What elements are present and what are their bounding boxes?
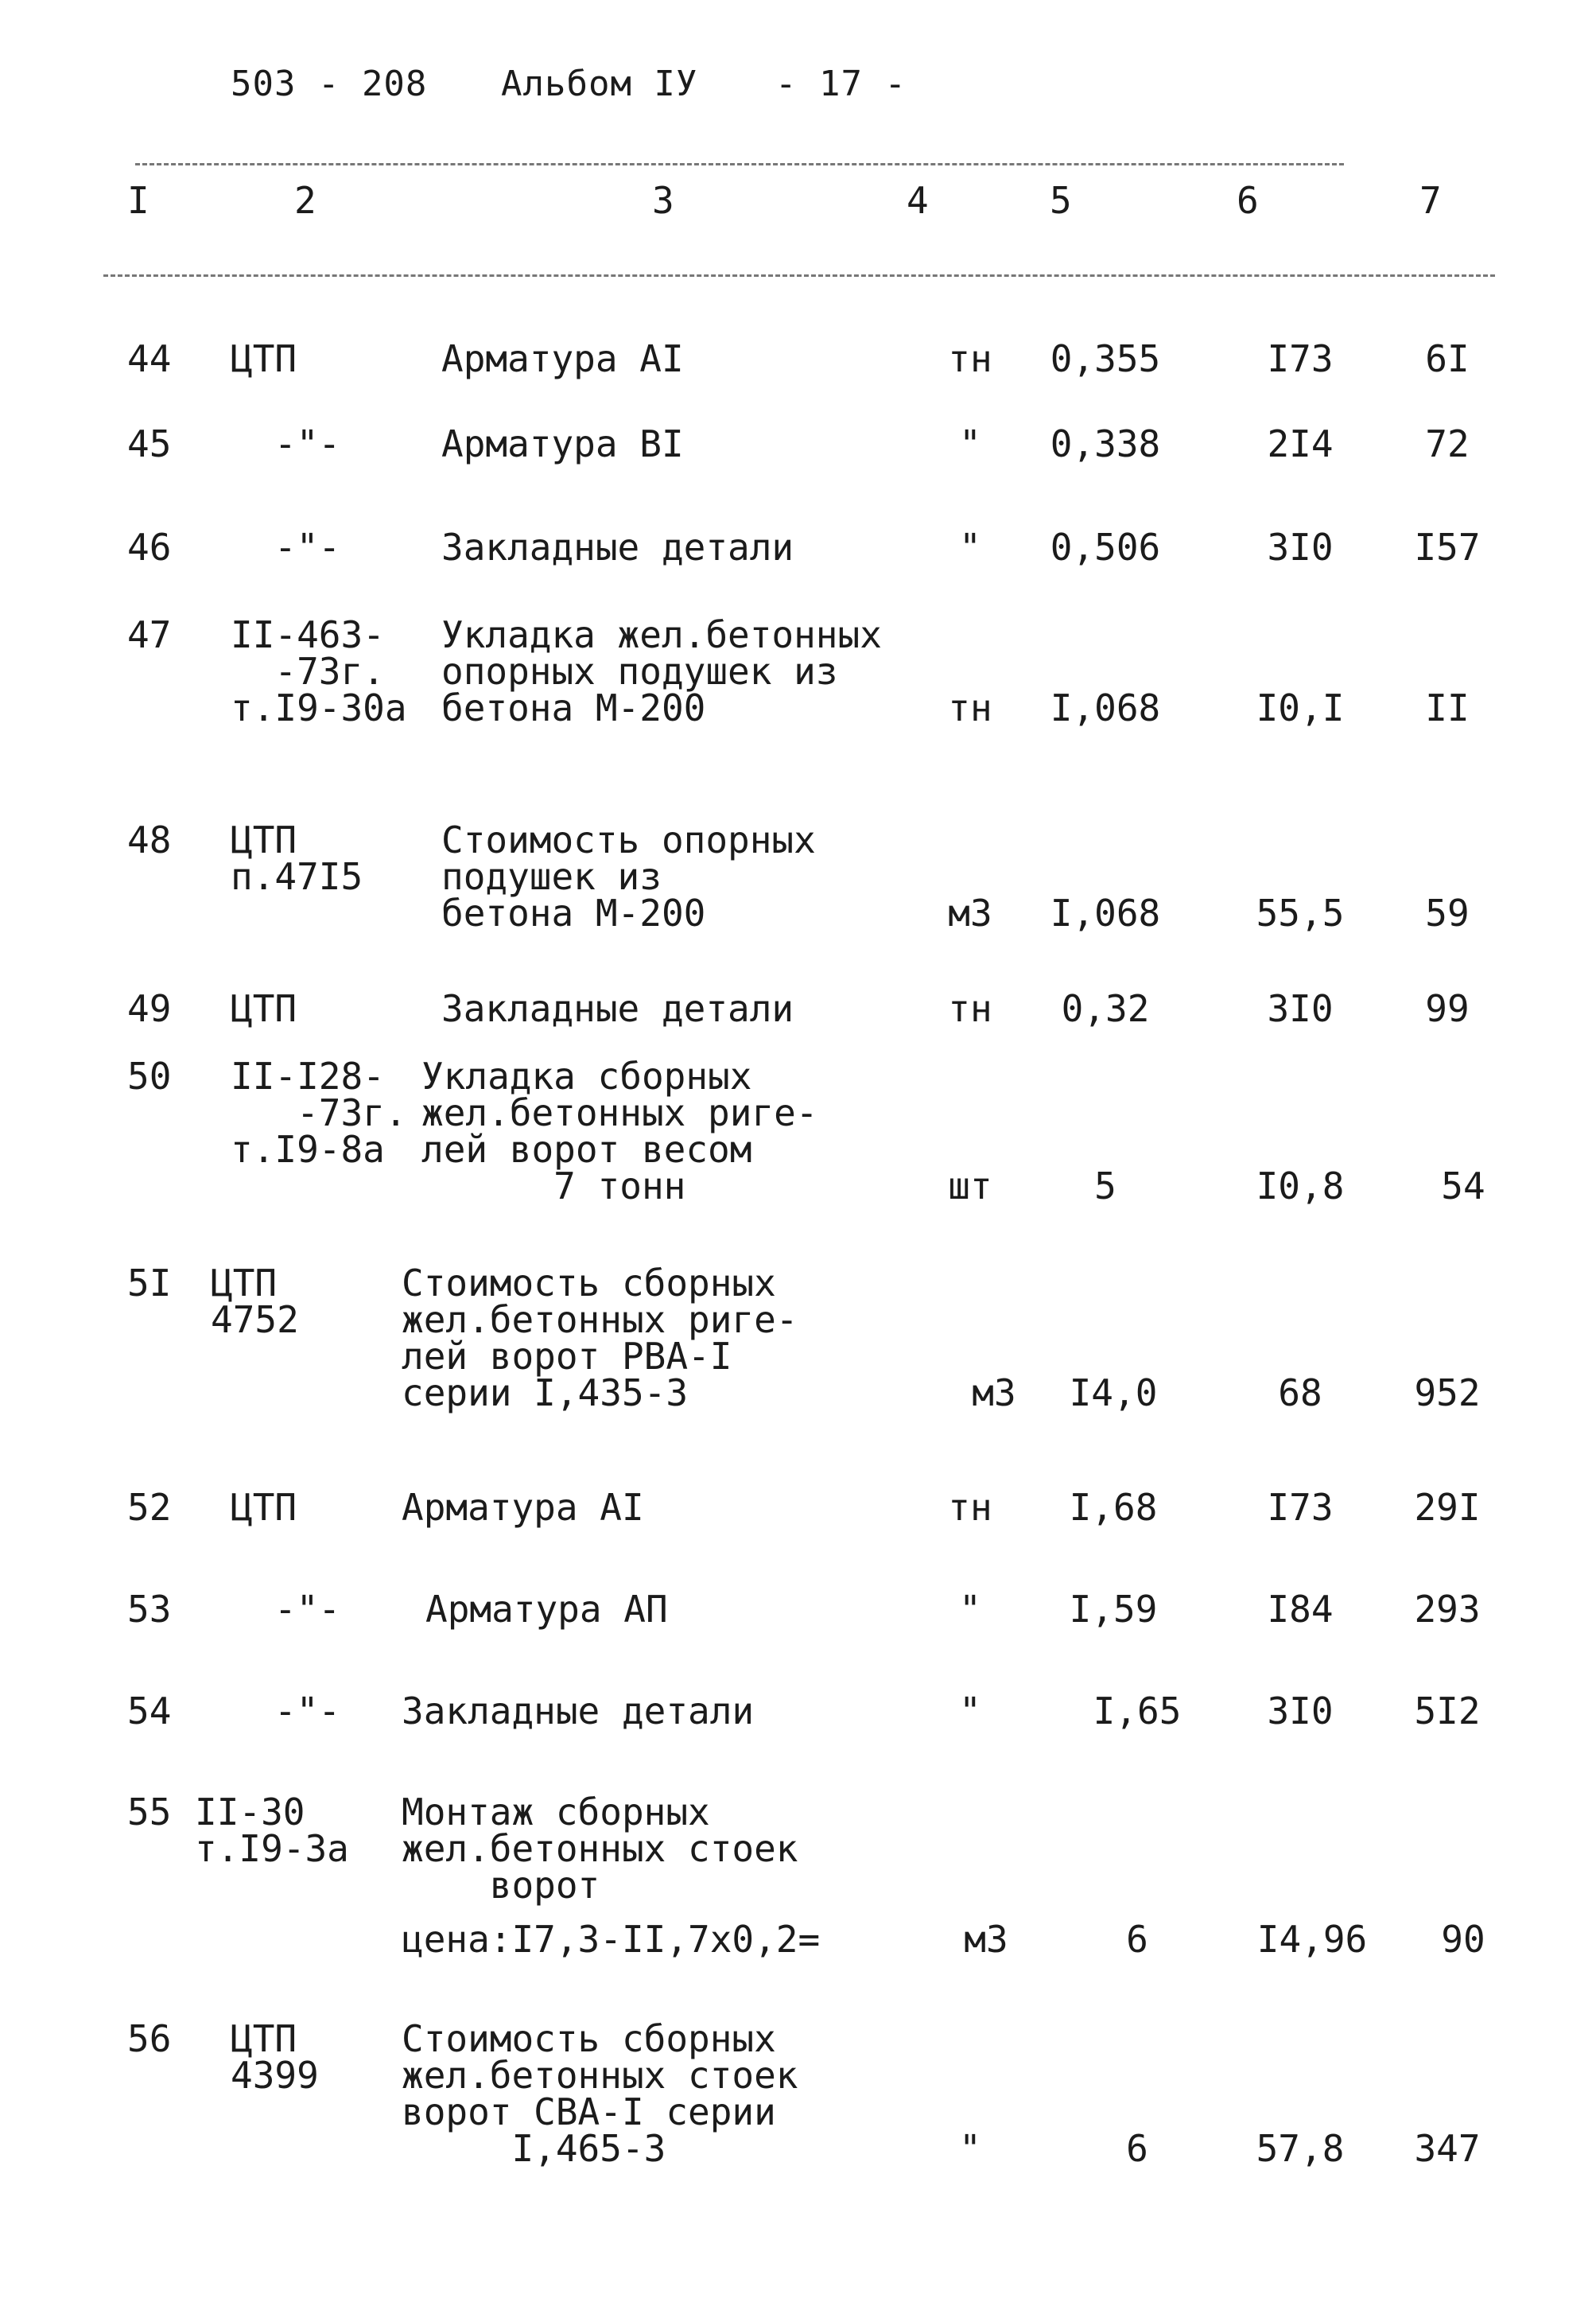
header-rule: [103, 274, 1495, 277]
unit: тн: [948, 987, 992, 1030]
work-name: Стоимость сборных жел.бетонных риге- лей ворот РВА-I серии I,435-3: [402, 1262, 798, 1414]
unit-price: I0,8: [1256, 1165, 1345, 1207]
col-header-4: 4: [907, 179, 929, 222]
col-header-6: 6: [1237, 179, 1259, 222]
row-number: 50: [127, 1055, 172, 1098]
unit-price: I73: [1267, 337, 1334, 380]
unit: ": [959, 2127, 981, 2170]
row-number: 49: [127, 987, 172, 1030]
row-number: 47: [127, 613, 172, 656]
total-cost: 6I: [1425, 337, 1470, 380]
norm-code: -"-: [274, 526, 341, 569]
row-number: 48: [127, 819, 172, 861]
total-cost: II: [1425, 686, 1470, 729]
unit: тн: [948, 686, 992, 729]
row-number: 52: [127, 1486, 172, 1529]
norm-code: ЦТП 4752: [211, 1262, 299, 1341]
total-cost: 59: [1425, 892, 1470, 935]
unit: ": [959, 1588, 981, 1631]
row-number: 46: [127, 526, 172, 569]
quantity: I,65: [1093, 1690, 1182, 1732]
quantity: 5: [1094, 1165, 1116, 1207]
quantity: 0,355: [1050, 337, 1161, 380]
doc-number: 503 - 208: [231, 64, 428, 104]
work-name: Арматура АП: [425, 1588, 668, 1631]
col-header-5: 5: [1050, 179, 1072, 222]
norm-code: ЦТП: [231, 1486, 297, 1529]
row-number: 45: [127, 422, 172, 465]
unit-price: 3I0: [1267, 987, 1334, 1030]
norm-code: II-463- -73г. т.I9-30а: [231, 613, 407, 729]
total-cost: 5I2: [1414, 1690, 1481, 1732]
unit-price: 3I0: [1267, 526, 1334, 569]
norm-code: -"-: [274, 1690, 341, 1732]
unit: тн: [948, 337, 992, 380]
unit: м3: [964, 1918, 1008, 1961]
unit: м3: [972, 1371, 1016, 1414]
unit-price: I0,I: [1256, 686, 1345, 729]
quantity: 6: [1126, 2127, 1148, 2170]
unit-price: 57,8: [1256, 2127, 1345, 2170]
price-formula: цена:I7,3-II,7х0,2=: [402, 1918, 821, 1961]
col-header-2: 2: [294, 179, 316, 222]
norm-code: ЦТП п.47I5: [231, 819, 363, 898]
quantity: I,068: [1050, 686, 1161, 729]
total-cost: 54: [1441, 1165, 1485, 1207]
work-name: Закладные детали: [402, 1690, 755, 1732]
quantity: 0,338: [1050, 422, 1161, 465]
norm-code: -"-: [274, 422, 341, 465]
row-number: 55: [127, 1791, 172, 1833]
work-name: Арматура АI: [441, 337, 684, 380]
quantity: 0,506: [1050, 526, 1161, 569]
norm-code: ЦТП: [231, 987, 297, 1030]
unit-price: I4,96: [1256, 1918, 1368, 1961]
total-cost: 293: [1414, 1588, 1481, 1631]
unit: ": [959, 422, 981, 465]
work-name: Арматура АI: [402, 1486, 644, 1529]
total-cost: 952: [1414, 1371, 1481, 1414]
quantity: I,068: [1050, 892, 1161, 935]
unit: тн: [948, 1486, 992, 1529]
norm-code: II-I28- -73г. т.I9-8а: [231, 1055, 407, 1171]
work-name: Закладные детали: [441, 526, 794, 569]
row-number: 54: [127, 1690, 172, 1732]
total-cost: 90: [1441, 1918, 1485, 1961]
page-number: - 17 -: [775, 64, 907, 104]
row-number: 53: [127, 1588, 172, 1631]
unit: м3: [948, 892, 992, 935]
norm-code: -"-: [274, 1588, 341, 1631]
row-number: 5I: [127, 1262, 172, 1305]
work-name: Стоимость опорных подушек из бетона М-200: [441, 819, 816, 935]
unit: ": [959, 526, 981, 569]
quantity: I4,0: [1069, 1371, 1158, 1414]
album-label: Альбом IУ: [501, 64, 698, 104]
work-name: Стоимость сборных жел.бетонных стоек ворот СВА-I серии I,465-3: [402, 2017, 798, 2170]
total-cost: 347: [1414, 2127, 1481, 2170]
unit: ": [959, 1690, 981, 1732]
col-header-1: I: [127, 179, 150, 222]
norm-code: II-30 т.I9-3а: [195, 1791, 349, 1870]
col-header-7: 7: [1419, 179, 1442, 222]
quantity: I,68: [1069, 1486, 1158, 1529]
work-name: Арматура ВI: [441, 422, 684, 465]
unit-price: 2I4: [1267, 422, 1334, 465]
norm-code: ЦТП: [231, 337, 297, 380]
unit-price: 68: [1278, 1371, 1322, 1414]
row-number: 56: [127, 2017, 172, 2060]
total-cost: 72: [1425, 422, 1470, 465]
unit-price: 55,5: [1256, 892, 1345, 935]
quantity: 6: [1126, 1918, 1148, 1961]
total-cost: 99: [1425, 987, 1470, 1030]
work-name: Укладка сборных жел.бетонных риге- лей ворот весом 7 тонн: [421, 1055, 818, 1207]
row-number: 44: [127, 337, 172, 380]
unit-price: 3I0: [1267, 1690, 1334, 1732]
col-header-3: 3: [652, 179, 674, 222]
norm-code: ЦТП 4399: [231, 2017, 319, 2097]
work-name: Укладка жел.бетонных опорных подушек из бетона М-200: [441, 613, 882, 729]
quantity: I,59: [1069, 1588, 1158, 1631]
unit: шт: [948, 1165, 992, 1207]
quantity: 0,32: [1061, 987, 1150, 1030]
total-cost: 29I: [1414, 1486, 1481, 1529]
top-rule: [135, 163, 1344, 165]
work-name: Закладные детали: [441, 987, 794, 1030]
unit-price: I84: [1267, 1588, 1334, 1631]
work-name: Монтаж сборных жел.бетонных стоек ворот: [402, 1791, 798, 1907]
total-cost: I57: [1414, 526, 1481, 569]
unit-price: I73: [1267, 1486, 1334, 1529]
